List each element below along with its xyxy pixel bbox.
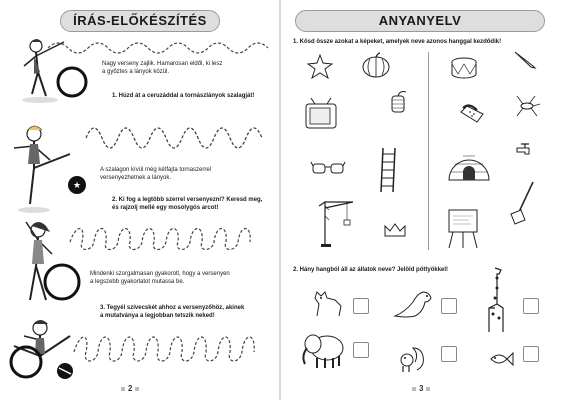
page-number: 3 <box>409 384 433 393</box>
answer-box[interactable] <box>441 298 457 314</box>
task-2: 2. Ki fog a legtöbb szerrel versenyezni? Keresd meg, és rajzolj mellé egy mosolygós arcot! <box>112 197 263 211</box>
hoop-icon <box>56 66 88 98</box>
elephant-icon <box>299 330 347 370</box>
task-2: 2. Hány hangból áll az állatok neve? Jelöld pöttyökkel! <box>293 267 449 273</box>
faucet-icon[interactable] <box>513 140 537 162</box>
crane-icon[interactable] <box>315 196 355 248</box>
paragraph-2: A szalagon kívül még kétfajta tornaszerrel versenyezhetnek a lányok. <box>100 167 212 181</box>
seal-icon <box>391 286 435 320</box>
paragraph-1: Nagy verseny zajlik. Hamarosan eldől, ki lesz a győztes a lányok közül. <box>102 61 223 75</box>
answer-box[interactable] <box>441 346 457 362</box>
task-1: 1. Kösd össze azokat a képeket, amelyek neve azonos hanggal kezdődik! <box>293 39 502 45</box>
ball-icon <box>66 174 88 196</box>
hoop-icon <box>8 344 44 380</box>
answer-box[interactable] <box>523 298 539 314</box>
hoop-icon <box>42 262 82 302</box>
giraffe-icon <box>481 264 511 334</box>
drum-icon[interactable] <box>449 54 479 82</box>
paragraph-3: Mindenki szorgalmasan gyakorolt, hogy a versenyen a legszebb gyakorlatot mutassa be. <box>90 271 230 285</box>
wolf-icon <box>311 286 345 320</box>
television-icon[interactable] <box>303 98 339 132</box>
ribbon-trace-4[interactable] <box>74 332 274 364</box>
glasses-icon[interactable] <box>311 160 345 176</box>
answer-box[interactable] <box>523 346 539 362</box>
right-page <box>281 0 561 400</box>
ribbon-trace-2[interactable] <box>86 118 272 152</box>
fish-icon <box>489 350 513 368</box>
ribbon-trace-1[interactable] <box>48 38 268 58</box>
column-divider <box>428 52 429 250</box>
ladder-icon[interactable] <box>379 146 399 194</box>
yarn-icon[interactable] <box>387 90 409 118</box>
task-3: 3. Tegyél szívecskét ahhoz a versenyzőhöz, akinek a mutatványa a legjobban tetszik neked! <box>100 305 245 319</box>
telephone-icon[interactable] <box>457 100 487 126</box>
answer-box[interactable] <box>353 342 369 358</box>
ball-icon <box>56 362 74 380</box>
crown-icon[interactable] <box>383 222 407 238</box>
page-number: 2 <box>118 384 142 393</box>
easel-icon[interactable] <box>445 206 481 250</box>
page-title: ANYANYELV <box>295 10 545 32</box>
svg-text:★: ★ <box>72 180 82 190</box>
dustpan-icon[interactable] <box>507 180 537 226</box>
pencil-icon[interactable] <box>513 50 537 70</box>
pumpkin-icon[interactable] <box>361 52 391 78</box>
ribbon-trace-3[interactable] <box>70 224 274 254</box>
mosquito-icon[interactable] <box>513 94 541 118</box>
igloo-icon[interactable] <box>445 144 493 184</box>
answer-box[interactable] <box>353 298 369 314</box>
gymnast-ball-icon <box>10 124 80 214</box>
task-1: 1. Húzd át a ceruzáddal a tornászlányok szalagját! <box>112 93 255 99</box>
page-title: ÍRÁS-ELŐKÉSZÍTÉS <box>60 10 220 32</box>
squirrel-icon <box>397 344 427 374</box>
star-icon[interactable] <box>307 54 333 80</box>
left-page <box>0 0 280 400</box>
